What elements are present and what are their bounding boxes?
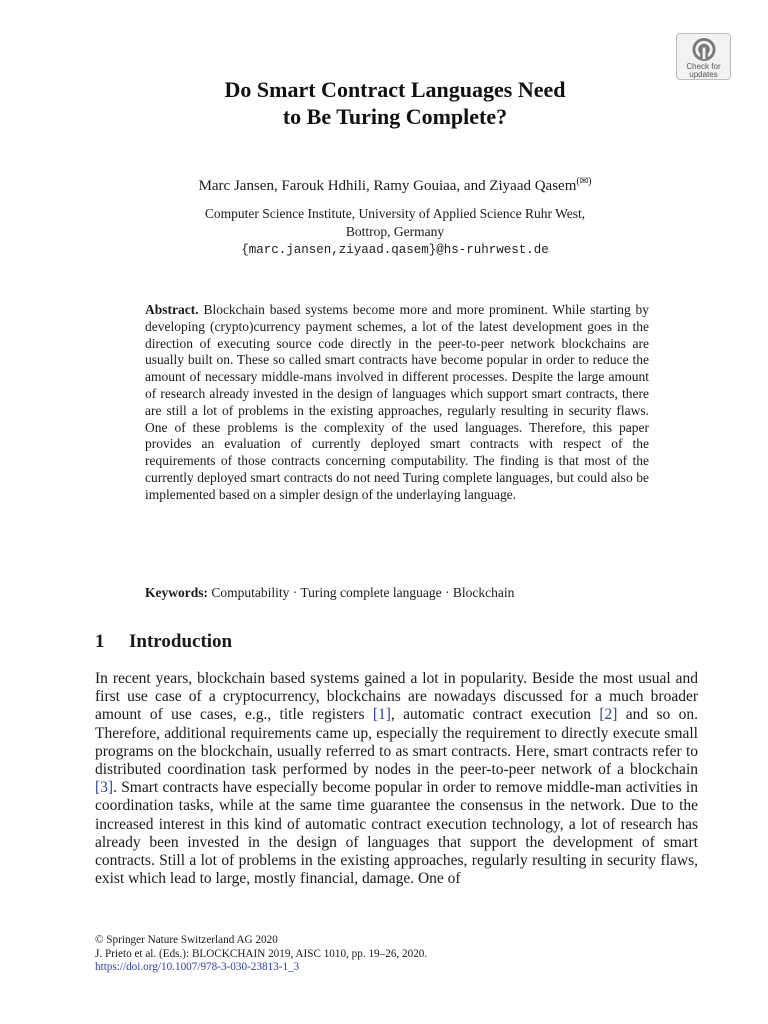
title-line1: Do Smart Contract Languages Need <box>224 77 566 102</box>
intro-text-3: and so on. Therefore, additional requirements came up, especially the requirement to directly execute small programs on the blockchain, usually referred to as smart contracts. Here, smart contracts refer to distributed coordination task performed by nodes in the peer-to-peer network of a blockchain <box>95 706 698 779</box>
citation-info: J. Prieto et al. (Eds.): BLOCKCHAIN 2019, AISC 1010, pp. 19–26, 2020. <box>95 947 428 960</box>
badge-text-line2: updates <box>689 70 718 79</box>
abstract <box>145 302 649 504</box>
intro-text-1: In recent years, blockchain based systems gained a lot in popularity. Beside the most usual and first use case of a cryptocurrency, blockchains are nowadays discussed for a much broader amount of use cases, e.g., title registers <box>95 670 698 724</box>
check-for-updates-badge[interactable] <box>676 33 731 80</box>
title-line2: to Be Turing Complete? <box>282 104 508 129</box>
section-title: Introduction <box>129 631 233 652</box>
keywords-label: Keywords: <box>145 585 208 600</box>
abstract-text: Blockchain based systems become more and more prominent. While starting by developing (crypto)currency payment schemes, a lot of the latest development goes in the direction of executing source code directly in the peer-to-peer network blockchains are usually built on. These so called smart contracts have become popular in order to reduce the amount of necessary middle-mans involved in different processes. Despite the large amount of research already invested in the design of languages which support smart contracts, there are still a lot of problems in the existing approaches, regularly resulting in security flaws. One of these problems is the complexity of the used languages. Therefore, this paper provides an evaluation of currently deployed smart contracts with respect of the requirements of those contracts concerning computability. The finding is that most of the currently deployed smart contracts do not need Turing complete languages, but could also be implemented based on a simpler design of the underlaying language. <box>145 302 649 502</box>
citation-link-3[interactable]: [3] <box>95 779 114 797</box>
intro-text-2: , automatic contract execution <box>390 706 600 724</box>
corresponding-author-mark: (✉) <box>576 176 592 187</box>
affiliation-line2: Bottrop, Germany <box>345 224 445 239</box>
section-number: 1 <box>95 631 105 652</box>
citation-link-2[interactable]: [2] <box>599 706 618 724</box>
affiliation-line1: Computer Science Institute, University of Applied Science Ruhr West, <box>204 206 586 221</box>
doi-link[interactable]: https://doi.org/10.1007/978-3-030-23813-1_3 <box>95 961 300 974</box>
author-list <box>100 172 690 196</box>
section-heading <box>95 630 232 654</box>
affiliation <box>100 205 690 259</box>
keywords <box>145 584 665 602</box>
intro-paragraph <box>95 670 698 888</box>
keywords-text: Computability · Turing complete language · Blockchain <box>211 585 515 600</box>
page-footer <box>95 934 695 975</box>
citation-link-1[interactable]: [1] <box>372 706 391 724</box>
author-names: Marc Jansen, Farouk Hdhili, Ramy Gouiaa, and Ziyaad Qasem <box>198 178 577 194</box>
abstract-label: Abstract. <box>145 302 199 317</box>
paper-title <box>100 76 690 130</box>
author-email[interactable]: {marc.jansen,ziyaad.qasem}@hs-ruhrwest.de <box>241 243 549 257</box>
badge-text-line1: Check for <box>686 62 721 71</box>
copyright-notice: © Springer Nature Switzerland AG 2020 <box>95 934 278 946</box>
crossmark-icon <box>691 37 717 62</box>
intro-text-4: . Smart contracts have especially become popular in order to remove middle-man activities in coordination tasks, while at the same time guarantee the consensus in the network. Due to the increased interest in this kind of automatic contract execution technology, a lot of research has already been invested in the design of languages that support the development of smart contracts. Still a lot of problems in the existing approaches, regularly resulting in security flaws, exist which lead to large, mostly financial, damage. One of <box>95 779 698 888</box>
badge-text <box>686 63 720 79</box>
